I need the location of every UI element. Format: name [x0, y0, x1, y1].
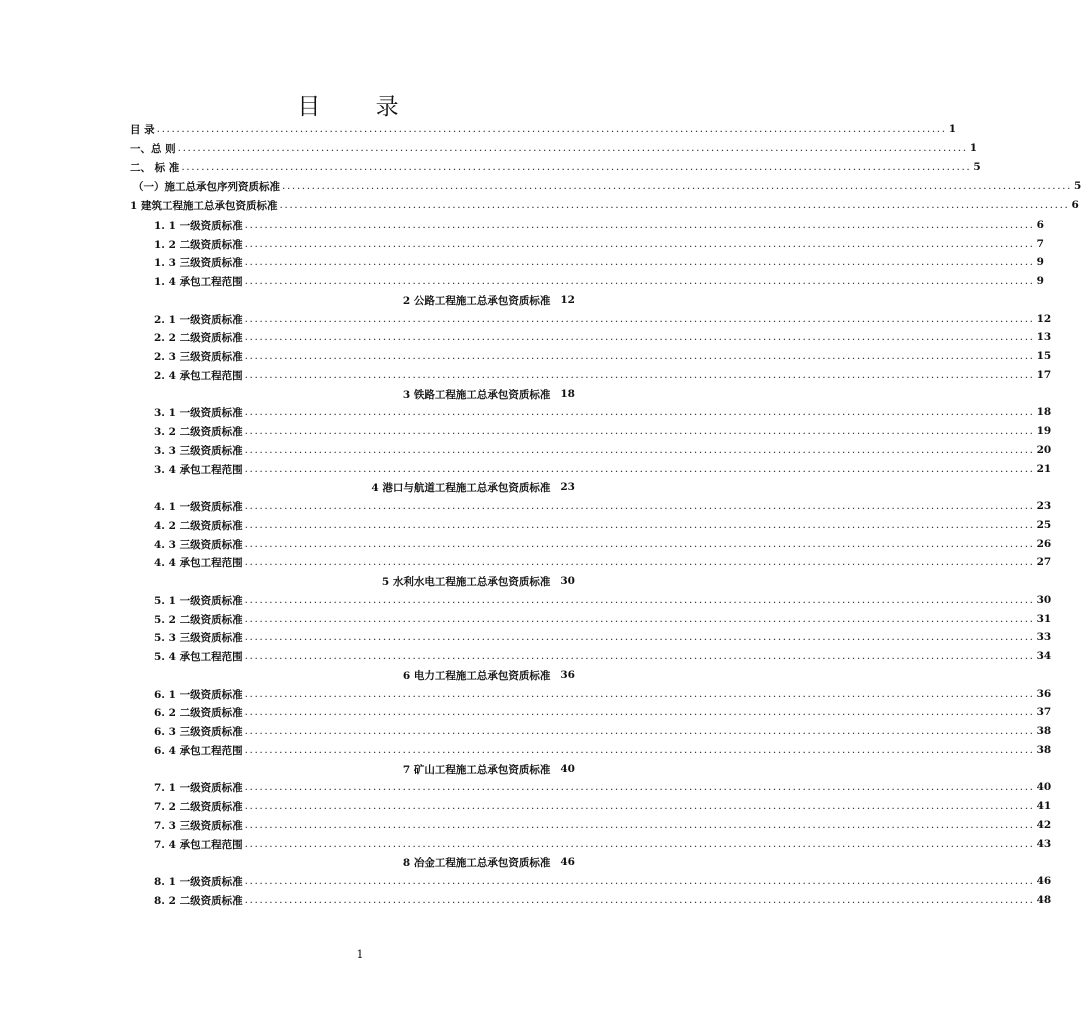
toc-entry-page: 27: [1036, 556, 1052, 568]
toc-section-heading[interactable]: [300, 386, 575, 402]
toc-entry-label: 二、 标 准: [130, 161, 180, 174]
dot-leader: ................................................................................................................................................................: [279, 199, 1070, 211]
dot-leader: ................................................................................................................................................................: [244, 350, 1035, 362]
toc-entry-label: 5 水利水电工程施工总承包资质标准: [381, 575, 551, 588]
dot-leader: ................................................................................................................................................................: [244, 369, 1035, 381]
toc-entry-page: 20: [1036, 444, 1052, 456]
toc-entry-label: 2 公路工程施工总承包资质标准: [402, 294, 551, 307]
toc-entry-label: 6. 3 三级资质标准: [154, 725, 243, 738]
toc-entry-label: 7 矿山工程施工总承包资质标准: [402, 763, 551, 776]
toc-entry[interactable]: [154, 836, 1052, 852]
dot-leader: ................................................................................................................................................................: [244, 650, 1035, 662]
toc-entry-label: 5. 2 二级资质标准: [154, 613, 243, 626]
dot-leader: ................................................................................................................................................................: [244, 725, 1035, 737]
toc-entry[interactable]: [154, 404, 1052, 420]
toc-entry-page: 46: [560, 856, 575, 868]
toc-entry[interactable]: [154, 873, 1052, 889]
page-number: 1: [356, 948, 364, 961]
dot-leader: ................................................................................................................................................................: [282, 180, 1073, 192]
toc-entry-page: 17: [1036, 369, 1052, 381]
toc-entry-page: 38: [1036, 744, 1052, 756]
toc-entry[interactable]: [133, 178, 1081, 194]
toc-entry-page: 40: [1036, 781, 1052, 793]
dot-leader: ................................................................................................................................................................: [244, 519, 1035, 531]
dot-leader: ................................................................................................................................................................: [244, 744, 1035, 756]
dot-leader: ................................................................................................................................................................: [244, 425, 1035, 437]
dot-leader: ................................................................................................................................................................: [244, 838, 1035, 850]
toc-entry-label: 3. 3 三级资质标准: [154, 444, 243, 457]
toc-entry-label: 6. 4 承包工程范围: [154, 744, 243, 757]
toc-entry[interactable]: [154, 423, 1052, 439]
toc-entry-page: 43: [1036, 838, 1052, 850]
dot-leader: ................................................................................................................................................................: [244, 238, 1035, 250]
toc-entry-page: 30: [1036, 594, 1052, 606]
dot-leader: ................................................................................................................................................................: [244, 800, 1035, 812]
toc-entry-page: 18: [560, 388, 575, 400]
toc-entry-label: 7. 4 承包工程范围: [154, 838, 243, 851]
toc-entry-page: 25: [1036, 519, 1052, 531]
dot-leader: ................................................................................................................................................................: [244, 819, 1035, 831]
dot-leader: ................................................................................................................................................................: [244, 688, 1035, 700]
dot-leader: ................................................................................................................................................................: [244, 894, 1035, 906]
toc-entry[interactable]: [154, 798, 1052, 814]
toc-entry-label: 4. 4 承包工程范围: [154, 556, 243, 569]
toc-entry-page: 1: [948, 123, 956, 135]
toc-entry-page: 23: [560, 481, 575, 493]
toc-entry-page: 7: [1036, 238, 1044, 250]
toc-entry-label: 4. 2 二级资质标准: [154, 519, 243, 532]
toc-entry-page: 36: [1036, 688, 1052, 700]
toc-entry[interactable]: [154, 817, 1052, 833]
toc-entry-label: 1. 3 三级资质标准: [154, 256, 243, 269]
toc-entry-page: 41: [1036, 800, 1052, 812]
toc-entry-label: 5. 3 三级资质标准: [154, 631, 243, 644]
toc-entry-label: 4. 1 一级资质标准: [154, 500, 243, 513]
dot-leader: ................................................................................................................................................................: [244, 331, 1035, 343]
toc-entry-page: 31: [1036, 613, 1052, 625]
toc-entry-label: 8. 2 二级资质标准: [154, 894, 243, 907]
toc-entry-page: 5: [973, 161, 981, 173]
toc-entry[interactable]: [154, 498, 1052, 514]
toc-entry-page: 9: [1036, 256, 1044, 268]
toc-entry[interactable]: [154, 254, 1044, 270]
toc-entry-label: 6. 1 一级资质标准: [154, 688, 243, 701]
toc-entry-label: 1. 1 一级资质标准: [154, 219, 243, 232]
toc-entry-page: 9: [1036, 275, 1044, 287]
toc-entry-label: 1 建筑工程施工总承包资质标准: [130, 199, 278, 212]
toc-entry[interactable]: [154, 648, 1052, 664]
dot-leader: ................................................................................................................................................................: [244, 275, 1035, 287]
toc-entry-label: 4. 3 三级资质标准: [154, 538, 243, 551]
toc-entry-page: 30: [560, 575, 575, 587]
toc-entry-label: 2. 2 二级资质标准: [154, 331, 243, 344]
toc-entry-label: 8. 1 一级资质标准: [154, 875, 243, 888]
toc-entry-page: 33: [1036, 631, 1052, 643]
toc-entry-label: 5. 1 一级资质标准: [154, 594, 243, 607]
toc-entry-label: 7. 2 二级资质标准: [154, 800, 243, 813]
toc-entry[interactable]: [154, 611, 1052, 627]
dot-leader: ................................................................................................................................................................: [244, 875, 1035, 887]
toc-entry-label: 一、总 则: [130, 142, 176, 155]
page-title: 目 录: [297, 94, 423, 120]
toc-entry-page: 13: [1036, 331, 1052, 343]
toc-entry-page: 18: [1036, 406, 1052, 418]
toc-entry-label: 2. 1 一级资质标准: [154, 313, 243, 326]
toc-entry[interactable]: [154, 742, 1052, 758]
toc-entry-label: 3. 4 承包工程范围: [154, 463, 243, 476]
dot-leader: ................................................................................................................................................................: [244, 538, 1035, 550]
toc-entry-page: 26: [1036, 538, 1052, 550]
toc-entry[interactable]: [130, 140, 977, 156]
toc-entry-page: 6: [1036, 219, 1044, 231]
dot-leader: ................................................................................................................................................................: [244, 594, 1035, 606]
toc-entry[interactable]: [154, 348, 1052, 364]
dot-leader: ................................................................................................................................................................: [244, 781, 1035, 793]
toc-entry-page: 23: [1036, 500, 1052, 512]
toc-section-heading[interactable]: [280, 573, 575, 589]
toc-entry-label: 目 录: [130, 123, 155, 136]
toc-entry-label: 6. 2 二级资质标准: [154, 706, 243, 719]
toc-entry-page: 1: [969, 142, 977, 154]
toc-entry-page: 21: [1036, 463, 1052, 475]
toc-entry-label: 2. 3 三级资质标准: [154, 350, 243, 363]
toc-entry-page: 19: [1036, 425, 1052, 437]
toc-section-heading[interactable]: [280, 479, 575, 495]
dot-leader: ................................................................................................................................................................: [181, 161, 972, 173]
toc-entry-label: 7. 3 三级资质标准: [154, 819, 243, 832]
toc-entry-label: 8 冶金工程施工总承包资质标准: [402, 856, 551, 869]
toc-entry[interactable]: [154, 704, 1052, 720]
toc-entry-label: 6 电力工程施工总承包资质标准: [402, 669, 551, 682]
toc-entry-page: 38: [1036, 725, 1052, 737]
toc-entry-label: （一）施工总承包序列资质标准: [133, 180, 280, 193]
toc-entry[interactable]: [154, 329, 1052, 345]
toc-entry-page: 5: [1074, 180, 1081, 192]
toc-entry[interactable]: [130, 159, 981, 175]
toc-entry-page: 15: [1036, 350, 1052, 362]
toc-entry[interactable]: [154, 892, 1052, 908]
toc-entry[interactable]: [154, 629, 1052, 645]
toc-entry[interactable]: [154, 723, 1052, 739]
toc-section-heading[interactable]: [300, 667, 575, 683]
dot-leader: ................................................................................................................................................................: [177, 142, 968, 154]
toc-entry[interactable]: [154, 311, 1052, 327]
dot-leader: ................................................................................................................................................................: [244, 406, 1035, 418]
toc-entry[interactable]: [130, 197, 1079, 213]
dot-leader: ................................................................................................................................................................: [244, 313, 1035, 325]
toc-entry-label: 4 港口与航道工程施工总承包资质标准: [371, 481, 551, 494]
toc-entry-label: 1. 4 承包工程范围: [154, 275, 243, 288]
toc-entry-page: 46: [1036, 875, 1052, 887]
toc-entry-page: 36: [560, 669, 575, 681]
toc-section-heading[interactable]: [300, 761, 575, 777]
toc-entry-page: 37: [1036, 706, 1052, 718]
toc-entry[interactable]: [154, 273, 1044, 289]
toc-section-heading[interactable]: [300, 854, 575, 870]
toc-entry[interactable]: [154, 592, 1052, 608]
toc-entry-page: 6: [1071, 199, 1079, 211]
toc-entry[interactable]: [154, 686, 1052, 702]
toc-entry-label: 2. 4 承包工程范围: [154, 369, 243, 382]
toc-entry[interactable]: [154, 442, 1052, 458]
toc-entry-page: 12: [560, 294, 575, 306]
toc-entry-label: 3. 1 一级资质标准: [154, 406, 243, 419]
dot-leader: ................................................................................................................................................................: [156, 123, 947, 135]
toc-entry[interactable]: [154, 517, 1052, 533]
toc-entry[interactable]: [154, 236, 1044, 252]
dot-leader: ................................................................................................................................................................: [244, 463, 1035, 475]
dot-leader: ................................................................................................................................................................: [244, 613, 1035, 625]
dot-leader: ................................................................................................................................................................: [244, 706, 1035, 718]
toc-entry-page: 34: [1036, 650, 1052, 662]
toc-entry-page: 42: [1036, 819, 1052, 831]
toc-entry-label: 5. 4 承包工程范围: [154, 650, 243, 663]
toc-entry[interactable]: [130, 121, 956, 137]
dot-leader: ................................................................................................................................................................: [244, 219, 1035, 231]
dot-leader: ................................................................................................................................................................: [244, 500, 1035, 512]
toc-entry[interactable]: [154, 367, 1052, 383]
toc-entry-label: 1. 2 二级资质标准: [154, 238, 243, 251]
toc-entry-page: 48: [1036, 894, 1052, 906]
dot-leader: ................................................................................................................................................................: [244, 631, 1035, 643]
dot-leader: ................................................................................................................................................................: [244, 256, 1035, 268]
toc-entry[interactable]: [154, 779, 1052, 795]
toc-entry-page: 12: [1036, 313, 1052, 325]
toc-section-heading[interactable]: [300, 292, 575, 308]
toc-entry-label: 3. 2 二级资质标准: [154, 425, 243, 438]
dot-leader: ................................................................................................................................................................: [244, 444, 1035, 456]
toc-entry-page: 40: [560, 763, 575, 775]
toc-entry-label: 3 铁路工程施工总承包资质标准: [402, 388, 551, 401]
toc-entry-label: 7. 1 一级资质标准: [154, 781, 243, 794]
toc-entry[interactable]: [154, 461, 1052, 477]
toc-entry[interactable]: [154, 217, 1044, 233]
toc-entry[interactable]: [154, 554, 1052, 570]
toc-entry[interactable]: [154, 536, 1052, 552]
dot-leader: ................................................................................................................................................................: [244, 556, 1035, 568]
